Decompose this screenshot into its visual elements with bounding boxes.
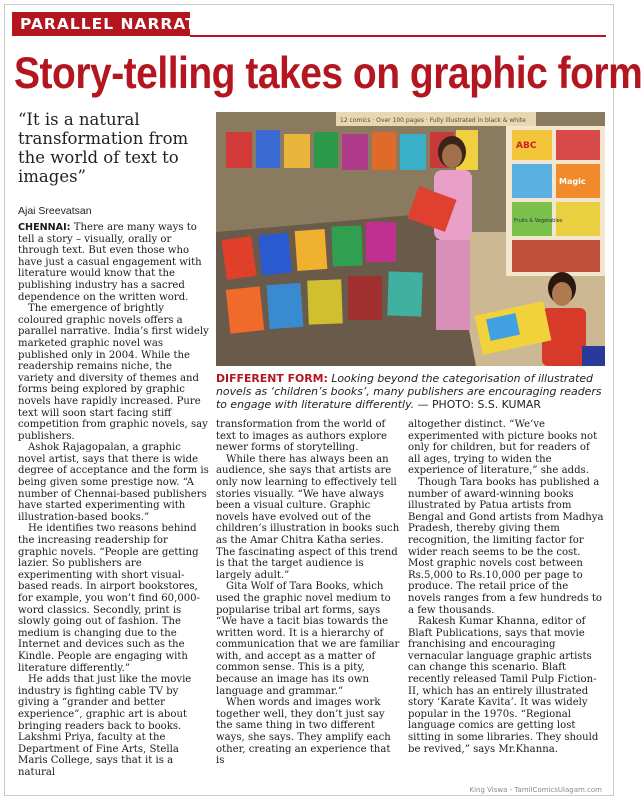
paragraph: While there has always been an audience, she says that artists are only now learning to effectively tell stories visually. “We have always been a visual culture. Graphic novels have evolved out of the children’s illustration in books such as the Amar Chitra Katha series. The fascinating aspect of this trend is that the target audience is largely adult.” — [216, 453, 400, 581]
photo-credit: — PHOTO: S.S. KUMAR — [417, 398, 541, 411]
pull-quote: “It is a natural transformation from the world of text to images” — [18, 110, 189, 186]
dateline: CHENNAI: — [18, 222, 71, 233]
paragraph: Gita Wolf of Tara Books, which used the graphic novel medium to popularise tribal art forms, says “We have a tacit bias towards the written word. It is a hierarchy of communication that we are familiar with, and accept as a matter of common sense. This is a pity, because an image has its own language and grammar.” — [216, 581, 400, 697]
caption-text: Looking beyond the categorisation of illustrated novels as ‘children’s books’, many publishers are encouraging readers to engage with literature differently. — [216, 372, 602, 411]
caption-label: DIFFERENT FORM: — [216, 372, 328, 385]
paragraph: Though Tara books has published a number of award-winning books illustrated by Patua artists from Bengal and Gond artists from Madhya Pradesh, thereby giving them recognition, the limiting factor for wider reach seems to be the cost. Most graphic novels cost between Rs.5,000 to Rs.10,000 per page to produce. The retail price of the novels ranges from a few hundreds to a few thousands. — [408, 476, 604, 616]
book-label-fruits: Fruits & Vegetables — [514, 218, 563, 224]
paragraph: Rakesh Kumar Khanna, editor of Blaft Publications, says that movie franchising and encouraging vernacular language graphic artists can change this scenario. Blaft recently released Tamil Pulp Fiction-II, which has an entirely illustrated story ‘Karate Kavita’. It was widely popular in the 1970s. “Regional language comics are getting lost sitting in some libraries. They should be revived,” says Mr.Khanna. — [408, 616, 599, 755]
bookstore-photo-illustration — [216, 112, 605, 366]
paragraph-text: There are many ways to tell a story – visually, orally or through text. But even those who have just a casual engagement with literature would know that the publishing industry has a sacred dependence on the written word. — [18, 222, 202, 303]
book-label-abc: ABC — [516, 141, 537, 151]
paragraph: altogether distinct. “We’ve experimented with picture books not only for children, but for readers of all ages, trying to widen the experience of literature,” she adds. — [408, 419, 598, 477]
paragraph — [18, 222, 210, 303]
article-column-3 — [408, 419, 604, 792]
article-column-2 — [216, 419, 400, 792]
article-column-1 — [18, 222, 210, 792]
photo-caption — [216, 372, 604, 411]
book-label-magic: Magic — [559, 177, 586, 186]
paragraph: The emergence of brightly coloured graphic novels offers a parallel narrative. India’s first widely marketed graphic novel was published only in 2004. While the readership remains niche, the variety and diversity of themes and forms being explored by graphic novels have rapidly increased. Pure text will soon start facing stiff competition from graphic novels, say publishers. — [18, 303, 209, 442]
section-tag: PARALLEL NARRATIVE — [12, 12, 190, 36]
watermark: King Viswa - TamilComicsUlagam.com — [469, 786, 602, 794]
section-rule — [190, 35, 606, 37]
article-photo — [216, 112, 605, 366]
paragraph: When words and images work together well, they don’t just say the same thing in two different ways, she says. They amplify each other, creating an experience that is — [216, 697, 391, 767]
paragraph: Ashok Rajagopalan, a graphic novel artist, says that there is wide degree of acceptance and the form is being given some prestige now. “A number of Chennai-based publishers have started experimenting with illustration-based books.” — [18, 442, 209, 523]
byline: Ajai Sreevatsan — [18, 205, 92, 217]
headline: Story-telling takes on graphic form — [14, 48, 642, 99]
paragraph: He identifies two reasons behind the increasing readership for graphic novels. “People are getting lazier. So publishers are experimenting with short visual-based reads. In airport bookstores, for example, you won’t find 60,000-word classics. Secondly, print is slowly going out of fashion. The medium is changing due to the Internet and devices such as the Kindle. People are engaging with literature differently.” — [18, 523, 200, 674]
banner-text: 12 comics · Over 100 pages · Fully illustrated in black & white — [340, 117, 526, 124]
paragraph: He adds that just like the movie industry is fighting cable TV by giving a “grander and better experience”, graphic art is about bringing readers back to books. Lakshmi Priya, faculty at the Department of Fine Arts, Stella Maris College, says that it is a natural — [18, 674, 192, 778]
paragraph: transformation from the world of text to images as authors explore newer forms of storytelling. — [216, 419, 387, 454]
